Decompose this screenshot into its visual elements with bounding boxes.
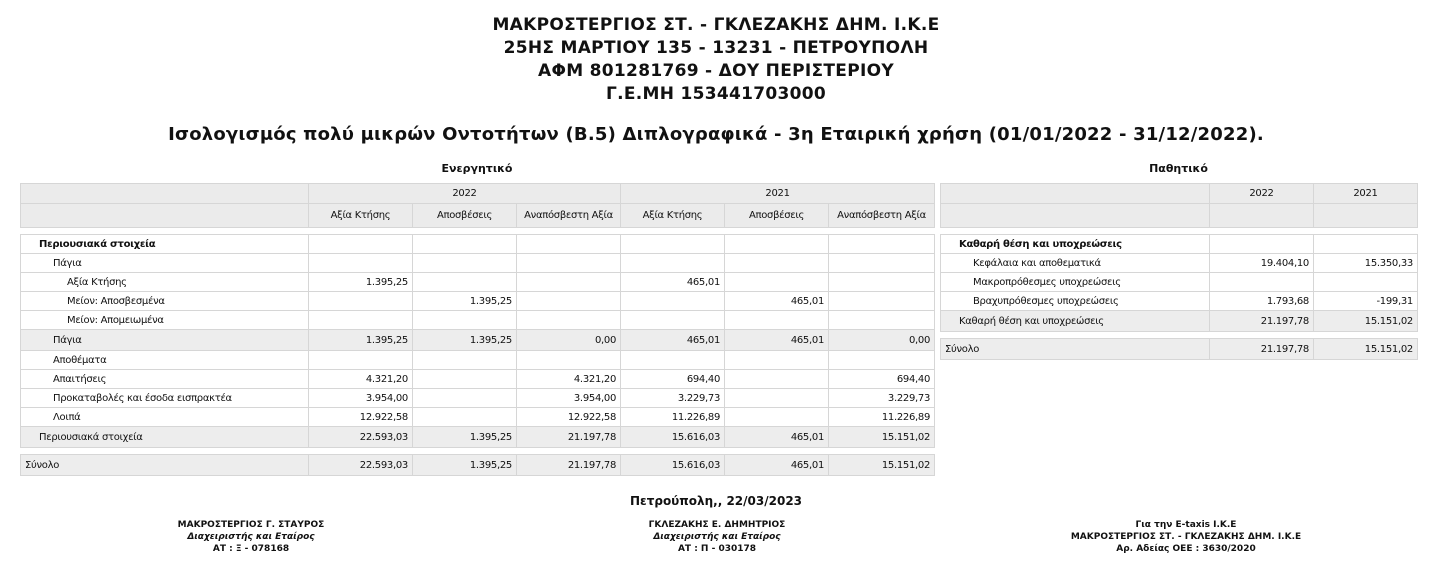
cell: 19.404,10	[1210, 254, 1314, 273]
assets-year-2022: 2022	[309, 184, 621, 204]
cell: 11.226,89	[829, 408, 935, 427]
cell	[1210, 235, 1314, 254]
assets-year-2021: 2021	[621, 184, 935, 204]
cell	[413, 408, 517, 427]
cell	[517, 292, 621, 311]
signature-block-right	[1036, 519, 1336, 555]
cell	[1210, 273, 1314, 292]
cell: 21.197,78	[1210, 311, 1314, 332]
signatory-id: ΑΤ : Π - 030178	[677, 544, 757, 554]
cell	[309, 311, 413, 330]
row-label: Σύνολο	[941, 339, 1210, 360]
company-name: ΜΑΚΡΟΣΤΕΡΓΙΟΣ ΣΤ. - ΓΚΛΕΖΑΚΗΣ ΔΗΜ. Ι.Κ.Ε	[492, 15, 940, 35]
cell: 1.395,25	[413, 427, 517, 448]
column-header: Αξία Κτήσης	[309, 204, 413, 228]
cell	[725, 273, 829, 292]
cell: 3.954,00	[517, 389, 621, 408]
cell	[309, 351, 413, 370]
subtotal-row	[21, 427, 935, 448]
liabilities-year-2022: 2022	[1210, 184, 1314, 204]
table-row	[21, 370, 935, 389]
cell: 15.151,02	[1314, 311, 1418, 332]
cell	[309, 254, 413, 273]
row-label: Μακροπρόθεσμες υποχρεώσεις	[941, 273, 1210, 292]
cell	[621, 311, 725, 330]
cell: 22.593,03	[309, 427, 413, 448]
cell	[829, 351, 935, 370]
cell: 15.616,03	[621, 455, 725, 476]
cell: 1.395,25	[413, 330, 517, 351]
row-label: Περιουσιακά στοιχεία	[21, 427, 309, 448]
table-row	[941, 292, 1418, 311]
cell: 21.197,78	[517, 455, 621, 476]
row-label: Προκαταβολές και έσοδα εισπρακτέα	[21, 389, 309, 408]
signature-block-middle	[567, 519, 867, 555]
cell	[725, 370, 829, 389]
row-label: Καθαρή θέση και υποχρεώσεις	[941, 235, 1210, 254]
table-row	[21, 292, 935, 311]
total-row	[941, 339, 1418, 360]
cell	[725, 311, 829, 330]
cell	[309, 235, 413, 254]
cell	[309, 292, 413, 311]
place-date: Πετρούπολη,, 22/03/2023	[629, 494, 803, 508]
subtotal-row	[21, 330, 935, 351]
cell	[1314, 235, 1418, 254]
cell: 21.197,78	[517, 427, 621, 448]
cell: 694,40	[621, 370, 725, 389]
cell: 1.395,25	[309, 273, 413, 292]
cell	[829, 254, 935, 273]
cell: 4.321,20	[309, 370, 413, 389]
row-label: Μείον: Αποσβεσμένα	[21, 292, 309, 311]
cell	[621, 254, 725, 273]
assets-year-header-row	[21, 184, 935, 204]
row-label: Περιουσιακά στοιχεία	[21, 235, 309, 254]
accountant-firm: Για την E-taxis I.K.E	[1135, 520, 1237, 530]
cell: 1.793,68	[1210, 292, 1314, 311]
cell	[413, 254, 517, 273]
company-address: 25ΗΣ ΜΑΡΤΙΟΥ 135 - 13231 - ΠΕΤΡΟΥΠΟΛΗ	[503, 38, 929, 58]
cell: 12.922,58	[309, 408, 413, 427]
liabilities-section-title: Παθητικό	[1149, 162, 1208, 175]
cell: 0,00	[517, 330, 621, 351]
cell: 21.197,78	[1210, 339, 1314, 360]
cell: 11.226,89	[621, 408, 725, 427]
company-gemi: Γ.Ε.ΜΗ 153441703000	[605, 84, 827, 104]
table-row	[21, 311, 935, 330]
table-row	[21, 273, 935, 292]
cell: 15.616,03	[621, 427, 725, 448]
cell: -199,31	[1314, 292, 1418, 311]
cell: 465,01	[725, 427, 829, 448]
signatory-role: Διαχειριστής και Εταίρος	[187, 532, 315, 542]
row-label: Λοιπά	[21, 408, 309, 427]
cell	[413, 235, 517, 254]
row-label: Αποθέματα	[21, 351, 309, 370]
row-label: Πάγια	[21, 254, 309, 273]
table-row	[941, 235, 1418, 254]
cell	[517, 254, 621, 273]
cell	[829, 292, 935, 311]
cell: 15.151,02	[1314, 339, 1418, 360]
liabilities-year-header-row	[941, 184, 1418, 204]
assets-table	[20, 183, 935, 476]
cell: 465,01	[725, 292, 829, 311]
column-header: Αξία Κτήσης	[621, 204, 725, 228]
accountant-license: Αρ. Αδείας ΟΕΕ : 3630/2020	[1116, 544, 1256, 554]
cell	[517, 351, 621, 370]
cell	[621, 235, 725, 254]
cell: 4.321,20	[517, 370, 621, 389]
table-row	[21, 235, 935, 254]
cell	[829, 235, 935, 254]
row-label: Αξία Κτήσης	[21, 273, 309, 292]
company-tax-id: ΑΦΜ 801281769 - ΔΟΥ ΠΕΡΙΣΤΕΡΙΟΥ	[538, 61, 894, 81]
cell	[517, 235, 621, 254]
table-row	[21, 351, 935, 370]
cell	[725, 389, 829, 408]
cell	[725, 235, 829, 254]
column-header: Αποσβέσεις	[725, 204, 829, 228]
cell	[725, 408, 829, 427]
table-row	[941, 273, 1418, 292]
cell	[517, 273, 621, 292]
row-label: Κεφάλαια και αποθεματικά	[941, 254, 1210, 273]
cell	[621, 351, 725, 370]
cell	[413, 389, 517, 408]
cell: 0,00	[829, 330, 935, 351]
subtotal-row	[941, 311, 1418, 332]
column-header: Αποσβέσεις	[413, 204, 517, 228]
assets-section-title: Ενεργητικό	[441, 162, 513, 175]
cell: 465,01	[621, 273, 725, 292]
cell: 465,01	[725, 330, 829, 351]
signature-block-left	[101, 519, 401, 555]
signatory-role: Διαχειριστής και Εταίρος	[653, 532, 781, 542]
cell: 22.593,03	[309, 455, 413, 476]
cell	[517, 311, 621, 330]
table-row	[21, 408, 935, 427]
total-row	[21, 455, 935, 476]
cell: 465,01	[621, 330, 725, 351]
cell: 3.954,00	[309, 389, 413, 408]
column-header: Αναπόσβεστη Αξία	[517, 204, 621, 228]
cell: 15.151,02	[829, 455, 935, 476]
cell: 15.350,33	[1314, 254, 1418, 273]
cell	[413, 311, 517, 330]
row-label: Βραχυπρόθεσμες υποχρεώσεις	[941, 292, 1210, 311]
signatory-name: ΜΑΚΡΟΣΤΕΡΓΙΟΣ Γ. ΣΤΑΥΡΟΣ	[177, 520, 325, 530]
table-row	[21, 254, 935, 273]
column-header: Αναπόσβεστη Αξία	[829, 204, 935, 228]
cell: 694,40	[829, 370, 935, 389]
signatory-name: ΓΚΛΕΖΑΚΗΣ Ε. ΔΗΜΗΤΡΙΟΣ	[648, 520, 786, 530]
table-row	[21, 389, 935, 408]
cell: 12.922,58	[517, 408, 621, 427]
cell: 15.151,02	[829, 427, 935, 448]
cell	[1314, 273, 1418, 292]
accountant-company: ΜΑΚΡΟΣΤΕΡΓΙΟΣ ΣΤ. - ΓΚΛΕΖΑΚΗΣ ΔΗΜ. Ι.Κ.Ε	[1070, 532, 1302, 542]
cell: 1.395,25	[309, 330, 413, 351]
cell	[413, 370, 517, 389]
cell: 1.395,25	[413, 455, 517, 476]
cell: 3.229,73	[621, 389, 725, 408]
cell	[829, 273, 935, 292]
row-label: Σύνολο	[21, 455, 309, 476]
liabilities-year-2021: 2021	[1314, 184, 1418, 204]
cell	[621, 292, 725, 311]
cell	[413, 351, 517, 370]
liabilities-table	[940, 183, 1418, 360]
cell: 3.229,73	[829, 389, 935, 408]
assets-column-header-row	[21, 204, 935, 228]
row-label: Απαιτήσεις	[21, 370, 309, 389]
report-title: Ισολογισμός πολύ μικρών Οντοτήτων (Β.5) Διπλογραφικά - 3η Εταιρική χρήση (01/01/2022 - 31/12/2022).	[168, 124, 1264, 145]
table-row	[941, 254, 1418, 273]
cell	[829, 311, 935, 330]
cell	[725, 351, 829, 370]
cell	[725, 254, 829, 273]
row-label: Καθαρή θέση και υποχρεώσεις	[941, 311, 1210, 332]
company-header	[0, 14, 1432, 106]
cell: 1.395,25	[413, 292, 517, 311]
cell	[413, 273, 517, 292]
row-label: Πάγια	[21, 330, 309, 351]
signatory-id: ΑΤ : Ξ - 078168	[212, 544, 290, 554]
row-label: Μείον: Απομειωμένα	[21, 311, 309, 330]
cell: 465,01	[725, 455, 829, 476]
